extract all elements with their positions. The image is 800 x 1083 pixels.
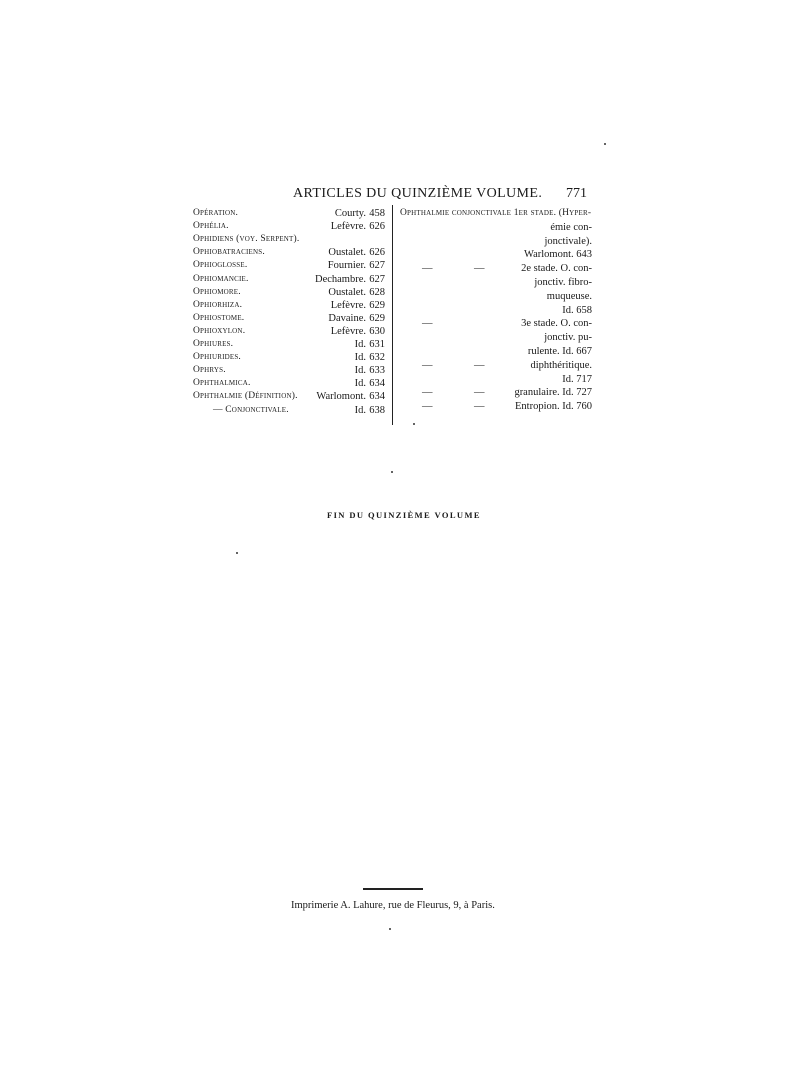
footer-rule xyxy=(363,888,423,890)
index-page: 633 xyxy=(369,365,385,377)
index-term: Ophioxylon. xyxy=(193,325,246,336)
index-page: 626 xyxy=(369,247,385,259)
page-number: 771 xyxy=(566,186,587,201)
index-author: Oustalet. xyxy=(328,247,366,259)
index-term: Ophiorhiza. xyxy=(193,299,243,310)
index-page: 634 xyxy=(369,391,385,403)
closing-statement: FIN DU QUINZIÈME VOLUME xyxy=(327,510,481,520)
index-author: Id. xyxy=(354,352,366,364)
sub-entry-text: jonctivale). xyxy=(544,235,592,247)
index-term: Ophthalmie (Définition). xyxy=(193,391,298,402)
index-term: Ophélia. xyxy=(193,221,229,232)
index-page: 626 xyxy=(369,221,385,233)
sub-entry-text: émie con- xyxy=(550,221,592,233)
print-speck xyxy=(413,423,415,425)
ditto-dash: — xyxy=(422,263,433,275)
sub-entry-text: granulaire. Id. 727 xyxy=(514,387,592,399)
index-author: Id. xyxy=(354,378,366,390)
index-author: Davaine. xyxy=(328,312,366,324)
ditto-dash: — xyxy=(474,263,485,275)
sub-entry-text: rulente. Id. 667 xyxy=(527,346,592,357)
running-header: ARTICLES DU QUINZIÈME VOLUME. xyxy=(293,186,543,201)
index-term: Opération. xyxy=(193,208,239,218)
index-term: Ophthalmica. xyxy=(193,378,251,389)
index-term: Ophidiens (voy. Serpent). xyxy=(193,234,300,245)
index-page: 638 xyxy=(369,404,385,416)
ditto-dash: — xyxy=(474,401,485,413)
print-speck xyxy=(236,552,238,554)
index-page: 629 xyxy=(369,312,385,324)
index-page: 627 xyxy=(369,260,385,272)
ditto-dash: — xyxy=(474,359,485,371)
sub-entry-text: muqueuse. xyxy=(546,290,592,302)
index-author: Lefèvre. xyxy=(330,299,366,311)
index-author: Id. xyxy=(354,339,366,350)
ditto-dash: — xyxy=(422,401,433,413)
index-page: 634 xyxy=(369,378,385,390)
sub-entry-text: jonctiv. pu- xyxy=(544,332,592,344)
index-term: Ophiomancie. xyxy=(193,273,249,284)
index-author: Courty. xyxy=(334,208,366,219)
ditto-dash: — xyxy=(422,359,433,371)
index-author xyxy=(290,233,366,246)
index-author: Fournier. xyxy=(327,260,366,272)
print-speck xyxy=(604,143,606,145)
index-page: 631 xyxy=(369,339,385,350)
printer-imprint: Imprimerie A. Lahure, rue de Fleurus, 9, à Paris. xyxy=(291,900,495,911)
index-term: — Conjonctivale. xyxy=(213,404,289,415)
sub-entry-text: jonctiv. fibro- xyxy=(534,277,592,288)
sub-entry-text: Ophthalmie conjonctivale 1er stade. (Hyper- xyxy=(400,208,592,218)
print-speck xyxy=(389,928,391,930)
ditto-dash: — xyxy=(422,318,433,330)
sub-entry-text: Entropion. Id. 760 xyxy=(515,401,592,413)
print-speck xyxy=(391,471,393,473)
index-page: 627 xyxy=(369,273,385,285)
sub-entry-text: 2e stade. O. con- xyxy=(521,263,592,275)
index-term: Ophioglosse. xyxy=(193,260,248,271)
sub-entry-text: diphthéritique. xyxy=(530,359,592,371)
index-author: Id. xyxy=(354,365,366,377)
sub-entry-text: 3e stade. O. con- xyxy=(521,318,592,330)
index-page: 629 xyxy=(369,299,385,311)
index-term: Ophrys. xyxy=(193,365,226,376)
ditto-dash: — xyxy=(474,387,485,399)
index-author: Lefèvre. xyxy=(330,221,366,233)
index-author: Dechambre. xyxy=(314,273,366,285)
index-author: Oustalet. xyxy=(328,286,366,298)
index-term: Ophiobatraciens. xyxy=(193,247,265,258)
index-term: Ophiures. xyxy=(193,339,234,349)
index-author: Id. xyxy=(354,404,366,416)
index-term: Ophiostome. xyxy=(193,312,245,323)
index-term: Ophiurides. xyxy=(193,352,241,363)
index-page: 458 xyxy=(369,208,385,219)
sub-entry-text: Warlomont. 643 xyxy=(524,249,592,261)
index-author: Lefèvre. xyxy=(330,325,366,337)
index-page: 630 xyxy=(369,325,385,337)
sub-entry-text: Id. 717 xyxy=(562,373,592,385)
sub-entry-text: Id. 658 xyxy=(562,304,592,316)
index-page: 632 xyxy=(369,352,385,364)
column-divider xyxy=(392,205,393,425)
index-page: 628 xyxy=(369,286,385,298)
ditto-dash: — xyxy=(422,387,433,399)
index-author: Warlomont. xyxy=(316,391,366,403)
index-term: Ophiomore. xyxy=(193,286,241,297)
index-page xyxy=(363,233,385,246)
